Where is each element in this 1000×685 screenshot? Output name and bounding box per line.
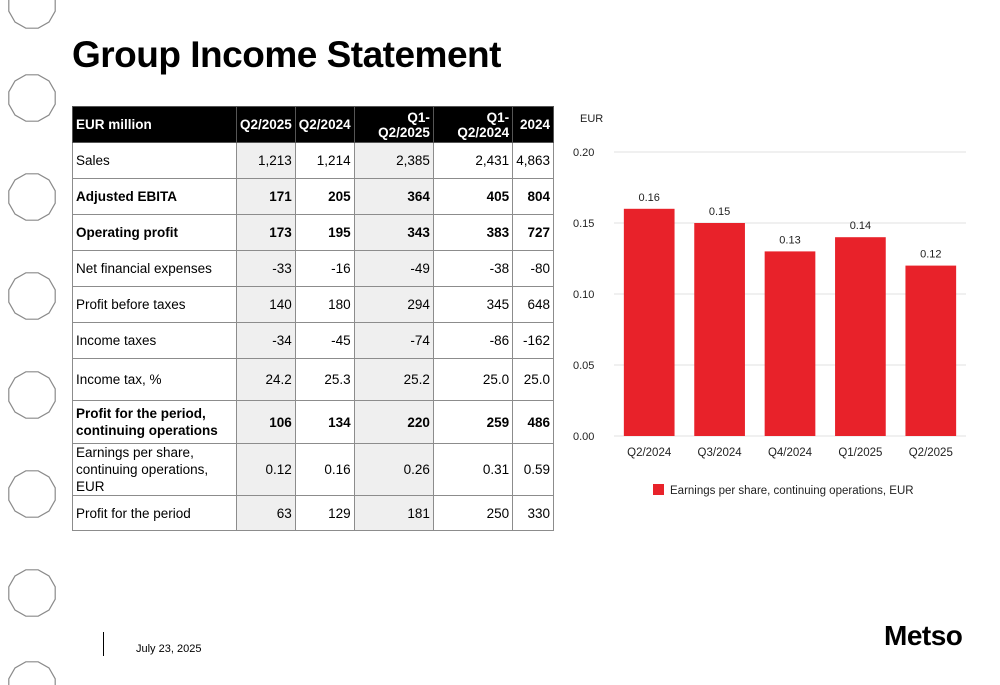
row-value: 134 [295,401,354,444]
x-tick-label: Q2/2025 [908,447,953,459]
row-value: 364 [354,179,433,215]
bar-data-label: 0.16 [638,191,660,204]
y-tick-label: 0.05 [573,360,595,372]
y-tick-label: 0.15 [573,218,595,230]
row-value: 250 [433,496,512,531]
legend-swatch [653,484,664,495]
y-tick-label: 0.10 [573,289,595,301]
x-tick-label: Q4/2024 [767,447,813,459]
row-value: 804 [513,179,554,215]
row-value: 259 [433,401,512,444]
legend-label: Earnings per share, continuing operations, EUR [670,485,914,497]
bar [765,251,816,436]
row-label: Sales [73,143,237,179]
metso-logo: Metso [884,620,963,651]
row-label: Profit before taxes [73,287,237,323]
y-axis-label: EUR [580,113,604,125]
bar [624,209,675,436]
row-label: Profit for the period, continuing operations [73,401,237,444]
decorative-outline-shapes [0,0,60,685]
y-tick-label: 0.20 [573,147,595,159]
row-value: 294 [354,287,433,323]
header-label-cell: EUR million [73,107,237,143]
row-value: -74 [354,323,433,359]
bar [905,266,956,436]
row-value: -80 [513,251,554,287]
header-period-cell: Q2/2025 [237,107,296,143]
eps-bar-chart [566,104,986,514]
row-value: 205 [295,179,354,215]
row-value: 727 [513,215,554,251]
row-value: 4,863 [513,143,554,179]
bar-data-label: 0.12 [920,248,942,261]
row-value: -33 [237,251,296,287]
row-value: 330 [513,496,554,531]
row-value: 343 [354,215,433,251]
row-label: Profit for the period [73,496,237,531]
row-value: 2,385 [354,143,433,179]
decorative-dodecagon [9,174,55,220]
row-value: 220 [354,401,433,444]
row-value: 1,213 [237,143,296,179]
decorative-dodecagon [9,471,55,517]
bar-data-label: 0.13 [779,234,801,247]
page-title: Group Income Statement [72,34,501,75]
x-tick-label: Q1/2025 [838,447,883,459]
row-label: Income tax, % [73,359,237,401]
x-tick-label: Q3/2024 [697,447,742,459]
row-label: Adjusted EBITA [73,179,237,215]
row-label: Net financial expenses [73,251,237,287]
row-value: 405 [433,179,512,215]
row-value: 195 [295,215,354,251]
decorative-dodecagon [9,0,55,28]
bar-data-label: 0.14 [849,220,872,233]
table-row [73,444,554,496]
row-value: 25.3 [295,359,354,401]
decorative-dodecagon [9,570,55,616]
row-label: Earnings per share, continuing operations, EUR [73,444,237,496]
decorative-dodecagon [9,75,55,121]
row-value: 171 [237,179,296,215]
row-value: 173 [237,215,296,251]
row-value: -86 [433,323,512,359]
row-value: 0.26 [354,444,433,496]
row-label: Operating profit [73,215,237,251]
table-row [73,496,554,531]
table-row [73,287,554,323]
row-value: 24.2 [237,359,296,401]
row-value: -38 [433,251,512,287]
row-value: 106 [237,401,296,444]
row-value: 383 [433,215,512,251]
bar [835,237,886,436]
row-value: 0.31 [433,444,512,496]
y-tick-label: 0.00 [573,431,595,443]
row-value: -34 [237,323,296,359]
table-row [73,251,554,287]
row-value: 1,214 [295,143,354,179]
table-row [73,179,554,215]
header-period-cell: Q1-Q2/2024 [433,107,512,143]
row-value: 63 [237,496,296,531]
header-period-cell: Q2/2024 [295,107,354,143]
x-tick-label: Q2/2024 [627,447,672,459]
row-value: -45 [295,323,354,359]
row-value: 25.0 [513,359,554,401]
row-value: 129 [295,496,354,531]
footer-date: July 23, 2025 [136,643,202,655]
row-value: 180 [295,287,354,323]
row-label: Income taxes [73,323,237,359]
row-value: 0.12 [237,444,296,496]
table-row [73,215,554,251]
row-value: 2,431 [433,143,512,179]
row-value: 0.16 [295,444,354,496]
row-value: -49 [354,251,433,287]
row-value: 140 [237,287,296,323]
row-value: 486 [513,401,554,444]
bar [694,223,745,436]
row-value: 648 [513,287,554,323]
decorative-dodecagon [9,273,55,319]
row-value: -16 [295,251,354,287]
header-period-cell: 2024 [513,107,554,143]
row-value: 25.0 [433,359,512,401]
row-value: 345 [433,287,512,323]
row-value: 181 [354,496,433,531]
header-period-cell: Q1-Q2/2025 [354,107,433,143]
row-value: -162 [513,323,554,359]
table-header-row [73,107,554,143]
row-value: 0.59 [513,444,554,496]
footer-divider [103,632,104,656]
row-value: 25.2 [354,359,433,401]
decorative-dodecagon [9,372,55,418]
table-row [73,401,554,444]
table-row [73,323,554,359]
decorative-dodecagon [9,662,55,685]
bar-data-label: 0.15 [708,206,731,218]
table-row [73,143,554,179]
income-statement-table [72,106,554,531]
table-row [73,359,554,401]
